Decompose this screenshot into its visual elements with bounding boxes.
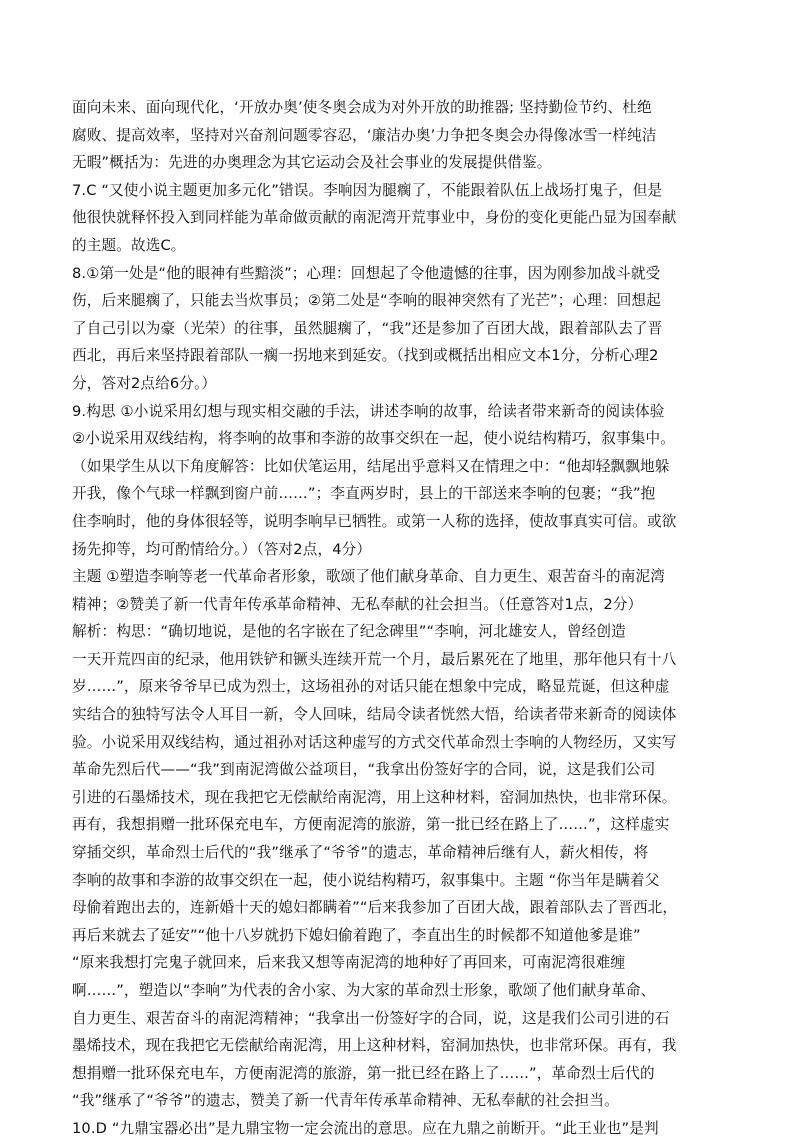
text-line: 引进的石墨烯技术，现在我把它无偿献给南泥湾，用上这种材料，窑洞加热快，也非常环保。 — [72, 788, 677, 806]
text-line: 想捐赠一批环保充电车，方便南泥湾的旅游，第一批已经在路上了……”，革命烈士后代的 — [72, 1064, 655, 1082]
answer-text-body — [72, 94, 732, 1143]
text-line: 面向未来、面向现代化，‘开放办奥’使冬奥会成为对外开放的助推器; 坚持勤俭节约、杜绝 — [72, 99, 652, 116]
analysis-line: 解析：构思：“确切地说，是他的名字嵌在了纪念碑里”“李响，河北雄安人，曾经创造 — [72, 623, 626, 641]
text-line: 母偷着跑出去的，连新婚十天的媳妇都瞒着”“后来我参加了百团大战，跟着部队去了晋西北， — [72, 899, 678, 917]
text-line: 再有，我想捐赠一批环保充电车，方便南泥湾的旅游，第一批已经在路上了……”，这样虚实 — [72, 816, 670, 834]
text-line: 再后来就去了延安”“他十八岁就扔下媳妇偷着跑了，李直出生的时候都不知道他爹是谁” — [72, 926, 641, 944]
text-line: 革命先烈后代——“我”到南泥湾做公益项目，“我拿出份签好字的合同，说，这是我们公司 — [72, 761, 656, 779]
text-line: 自力更生、艰苦奋斗的南泥湾精神；“我拿出一份签好字的合同，说，这是我们公司引进的石 — [72, 1009, 670, 1027]
text-line: 墨烯技术，现在我把它无偿献给南泥湾，用上这种材料，窑洞加热快，也非常环保。再有，我 — [72, 1037, 677, 1055]
text-line: 验。小说采用双线结构，通过祖孙对话这种虚写的方式交代革命烈士李响的人物经历，又实写 — [72, 733, 677, 751]
text-line: 精神；②赞美了新一代青年传承革命精神、无私奉献的社会担当。（任意答对1点，2分） — [72, 595, 643, 613]
text-line: 无暇”概括为：先进的办奥理念为其它运动会及社会事业的发展提供借鉴。 — [72, 154, 552, 172]
text-line: 啊……”，塑造以“李响”为代表的舍小家、为大家的革命烈士形象，歌颂了他们献身革命、 — [72, 982, 656, 999]
text-line: 穿插交织，革命烈士后代的“我”继承了“爷爷”的遗志，革命精神后继有人，薪火相传，将 — [72, 844, 649, 862]
text-line: 实结合的独特写法令人耳目一新，令人回味，结局令读者恍然大悟，给读者带来新奇的阅读体 — [72, 706, 677, 724]
theme-heading-line: 主题 ①塑造李响等老一代革命者形象，歌颂了他们献身革命、自力更生、艰苦奋斗的南泥湾 — [72, 568, 666, 586]
text-line: 一天开荒四亩的纪录，他用铁铲和镢头连续开荒一个月，最后累死在了地里，那年他只有十八 — [72, 650, 677, 668]
text-line: 腐败、提高效率，坚持对兴奋剂问题零容忍，‘廉洁办奥’力争把冬奥会办得像冰雪一样纯洁 — [72, 126, 657, 144]
text-line: ②小说采用双线结构，将李响的故事和李游的故事交织在一起，使小说结构精巧，叙事集中。 — [72, 430, 675, 448]
text-line: “我”继承了“爷爷”的遗志，赞美了新一代青年传承革命精神、无私奉献的社会担当。 — [72, 1092, 619, 1110]
text-line: 他很快就释怀投入到同样能为革命做贡献的南泥湾开荒事业中，身份的变化更能凸显为国奉献 — [72, 209, 677, 227]
text-line: 伤，后来腿瘸了，只能去当炊事员；②第二处是“李响的眼神突然有了光芒”；心理：回想起 — [72, 292, 661, 310]
text-line: 开我，像个气球一样飘到窗户前……”；李直两岁时，县上的干部送来李响的包裹；“我”抱 — [72, 485, 656, 503]
question-8-answer: 8.①第一处是“他的眼神有些黯淡”；心理：回想起了令他遗憾的往事，因为刚参加战斗就受 — [72, 264, 661, 282]
text-line: （如果学生从以下角度解答：比如伏笔运用，结尾出乎意料又在情理之中：“他却轻飘飘地躲 — [72, 457, 670, 475]
text-line: 住李响时，他的身体很轻等，说明李响早已牺牲。或第一人称的选择，使故事真实可信。或欲 — [72, 512, 677, 530]
text-line: 的主题。故选C。 — [72, 236, 186, 254]
text-line: 了自己引以为豪（光荣）的往事，虽然腿瘸了，“我”还是参加了百团大战，跟着部队去了晋 — [72, 319, 663, 337]
text-line: 李响的故事和李游的故事交织在一起，使小说结构精巧，叙事集中。主题 “你当年是瞒着父 — [72, 871, 660, 889]
question-10-answer: 10.D “九鼎宝器必出”是九鼎宝物一定会流出的意思。应在九鼎之前断开。“此王业也”是判 — [72, 1119, 659, 1137]
text-line: 岁……”，原来爷爷早已成为烈士，这场祖孙的对话只能在想象中完成，略显荒诞，但这种虚 — [72, 678, 670, 696]
text-line: 分，答对2点给6分。） — [72, 374, 217, 392]
text-line: “原来我想打完鬼子就回来，后来我又想等南泥湾的地种好了再回来，可南泥湾很难缠 — [72, 954, 626, 972]
text-line: 扬先抑等，均可酌情给分。）（答对2点，4分） — [72, 540, 372, 558]
question-7-answer: 7.C “又使小说主题更加多元化”错误。李响因为腿瘸了，不能跟着队伍上战场打鬼子，但是 — [72, 181, 663, 199]
text-line: 西北，再后来坚持跟着部队一瘸一拐地来到延安。（找到或概括出相应文本1分，分析心理2 — [72, 347, 659, 365]
question-9-answer: 9.构思 ①小说采用幻想与现实相交融的手法，讲述李响的故事，给读者带来新奇的阅读体验 — [72, 402, 665, 420]
